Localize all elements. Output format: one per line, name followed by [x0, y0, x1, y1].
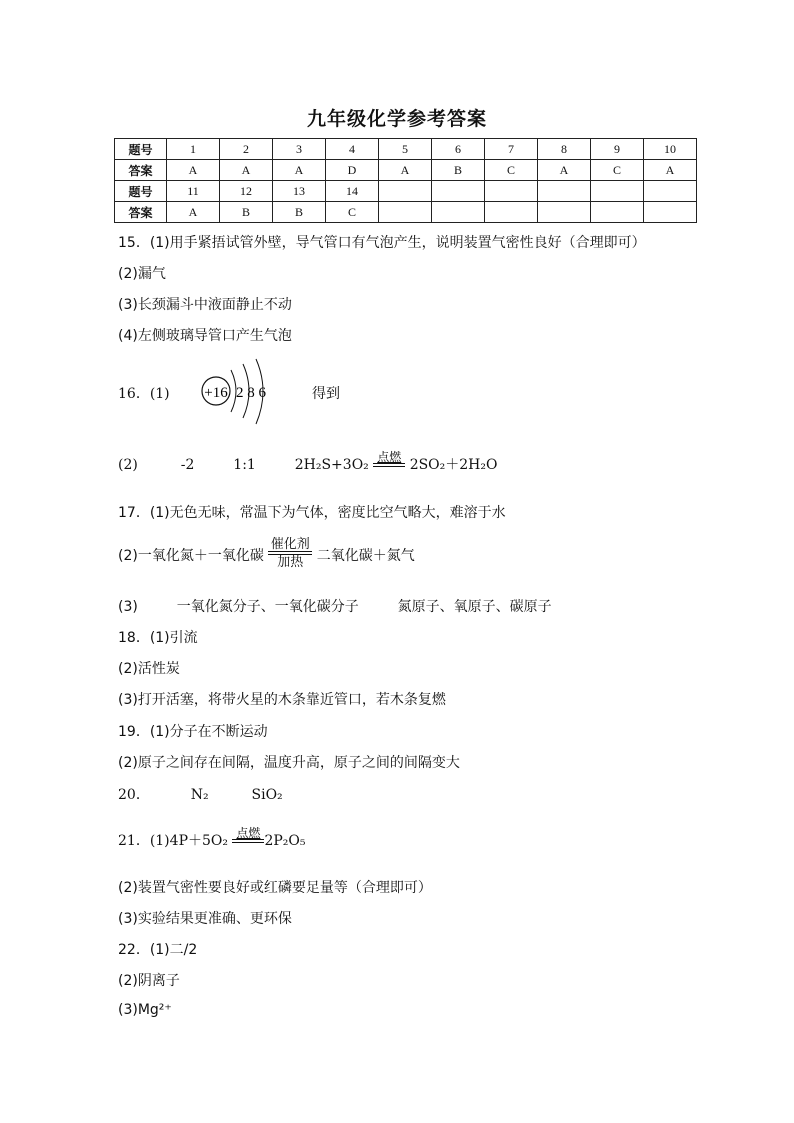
table-cell: C [326, 202, 379, 223]
table-cell [591, 202, 644, 223]
table-cell: A [379, 160, 432, 181]
q21-label: 21．(1) [118, 833, 170, 849]
q21-eq-right: 2P₂O₅ [264, 833, 306, 849]
table-cell: D [326, 160, 379, 181]
q20-answer-a: N₂ [190, 787, 209, 803]
table-cell: B [273, 202, 326, 223]
q20-label: 20． [118, 787, 150, 803]
q15-line-1: 15．(1)用手紧捂试管外壁，导气管口有气泡产生，说明装置气密性良好（合理即可） [118, 235, 646, 251]
q20-line [118, 784, 283, 804]
table-cell [432, 181, 485, 202]
table-cell: B [220, 202, 273, 223]
q22-line-2: (2)阴离子 [118, 973, 180, 989]
table-cell: 13 [273, 181, 326, 202]
q15-line-4: (4)左侧玻璃导管口产生气泡 [118, 328, 292, 344]
q16-ratio: 1:1 [233, 457, 256, 473]
table-cell: A [167, 202, 220, 223]
table-cell: 1 [167, 139, 220, 160]
table-cell: 6 [432, 139, 485, 160]
q18-line-2: (2)活性炭 [118, 661, 180, 677]
q16-part2 [118, 450, 498, 474]
table-cell [644, 181, 697, 202]
q18-line-3: (3)打开活塞，将带火星的木条靠近管口，若木条复燃 [118, 692, 446, 708]
table-cell: 12 [220, 181, 273, 202]
table-cell: C [591, 160, 644, 181]
q22-line-3: (3)Mg²⁺ [118, 1002, 172, 1018]
q16-eq-condition: 点燃 [377, 450, 402, 464]
q21-eq-left: 4P＋5O₂ [169, 833, 228, 849]
sulfur-atom-diagram [195, 358, 285, 428]
q16-eq-arrow [373, 451, 405, 467]
q17-eq-condition-bottom: 加热 [277, 555, 304, 570]
table-cell: A [538, 160, 591, 181]
page-title: 九年级化学参考答案 [306, 108, 487, 130]
q17-line-1: 17．(1)无色无味，常温下为气体，密度比空气略大，难溶于水 [118, 505, 506, 521]
q17-part3-label: (3) [118, 599, 138, 615]
table-cell: A [167, 160, 220, 181]
table-row-header: 答案 [115, 160, 167, 181]
table-cell [485, 202, 538, 223]
table-cell: C [485, 160, 538, 181]
table-cell [485, 181, 538, 202]
table-cell: 2 [220, 139, 273, 160]
atom-nucleus: +16 [204, 385, 228, 401]
table-cell: 14 [326, 181, 379, 202]
q19-line-1: 19．(1)分子在不断运动 [118, 724, 268, 740]
table-cell: A [220, 160, 273, 181]
q16-valence: -2 [180, 457, 195, 473]
q15-line-3: (3)长颈漏斗中液面静止不动 [118, 297, 292, 313]
q16-eq-right: 2SO₂＋2H₂O [409, 457, 498, 473]
q18-line-1: 18．(1)引流 [118, 630, 198, 646]
table-cell: 11 [167, 181, 220, 202]
q21-line-2: (2)装置气密性要良好或红磷要足量等（合理即可） [118, 880, 432, 896]
answer-table [114, 138, 697, 223]
q17-atoms: 氮原子、氧原子、碳原子 [397, 599, 552, 615]
table-cell [538, 202, 591, 223]
table-cell: 4 [326, 139, 379, 160]
table-cell: 8 [538, 139, 591, 160]
q17-line-3 [118, 596, 552, 616]
table-cell: 5 [379, 139, 432, 160]
table-cell: A [273, 160, 326, 181]
table-cell: 3 [273, 139, 326, 160]
q15-line-2: (2)漏气 [118, 266, 166, 282]
table-cell: 7 [485, 139, 538, 160]
table-cell [644, 202, 697, 223]
q21-eq-arrow [232, 827, 264, 843]
q21-line-1 [118, 826, 306, 850]
table-cell [379, 181, 432, 202]
q17-eq-left: (2)一氧化氮＋一氧化碳 [118, 548, 264, 564]
table-row [115, 160, 697, 181]
q17-eq-arrow [268, 537, 312, 571]
table-row [115, 181, 697, 202]
q16-part2-label: (2) [118, 457, 138, 473]
q16-label: 16．(1) [118, 386, 170, 402]
q21-line-3: (3)实验结果更准确、更环保 [118, 911, 292, 927]
q20-answer-b: SiO₂ [251, 787, 283, 803]
q17-molecules: 一氧化氮分子、一氧化碳分子 [176, 599, 359, 615]
table-row-header: 题号 [115, 139, 167, 160]
table-cell [538, 181, 591, 202]
q22-line-1: 22．(1)二/2 [118, 942, 198, 958]
table-cell: A [644, 160, 697, 181]
q17-line-2 [118, 539, 415, 573]
q16-eq-left: 2H₂S+3O₂ [294, 457, 369, 473]
table-row-header: 题号 [115, 181, 167, 202]
atom-shells: 2 8 6 [236, 385, 266, 401]
table-row [115, 139, 697, 160]
q16-answer: 得到 [312, 386, 340, 402]
table-row-header: 答案 [115, 202, 167, 223]
q19-line-2: (2)原子之间存在间隔，温度升高，原子之间的间隔变大 [118, 755, 460, 771]
table-cell: 10 [644, 139, 697, 160]
table-cell [591, 181, 644, 202]
q17-eq-right: 二氧化碳＋氮气 [316, 548, 415, 564]
table-cell: B [432, 160, 485, 181]
table-cell: 9 [591, 139, 644, 160]
q21-eq-condition: 点燃 [236, 826, 261, 840]
table-cell [379, 202, 432, 223]
table-row [115, 202, 697, 223]
table-cell [432, 202, 485, 223]
q17-eq-condition-top: 催化剂 [270, 537, 310, 552]
